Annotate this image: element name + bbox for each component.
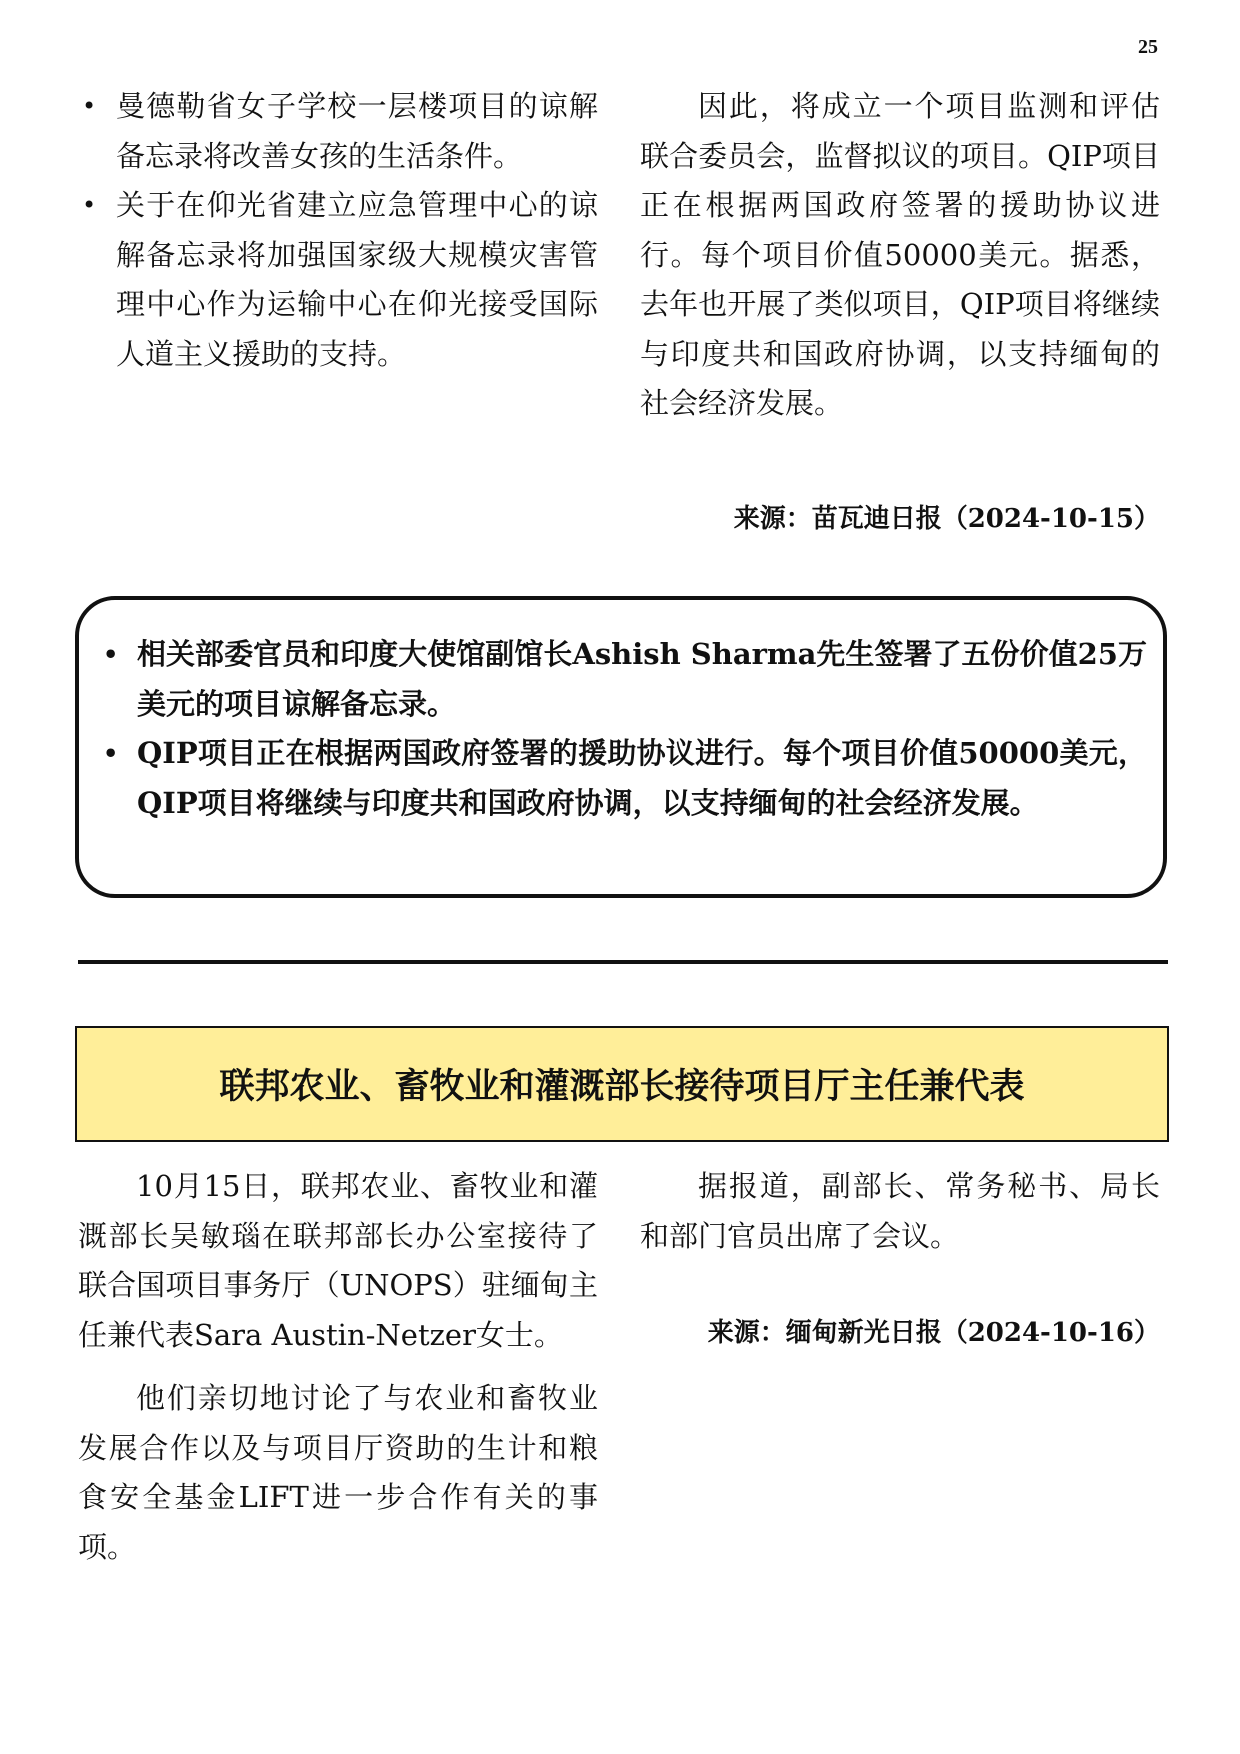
source-citation: 来源：缅甸新光日报（2024-10-16）	[707, 1318, 1160, 1348]
paragraph: 因此，将成立一个项目监测和评估联合委员会，监督拟议的项目。QIP项目正在根据两国政府签署的援助协议进行。每个项目价值50000美元。据悉，去年也开展了类似项目，QIP项目将继续与印度共和国政府协调，以支持缅甸的社会经济发展。	[640, 89, 1160, 420]
summary-bullet-list	[99, 630, 1147, 828]
section-divider	[78, 960, 1168, 964]
paragraph: 10月15日，联邦农业、畜牧业和灌溉部长吴敏瑙在联邦部长办公室接待了联合国项目事务厅（UNOPS）驻缅甸主任兼代表Sara Austin-Netzer女士。	[78, 1169, 598, 1352]
page-number: 25	[1138, 36, 1158, 58]
article-right-column	[640, 1162, 1160, 1261]
list-item: • 相关部委官员和印度大使馆副馆长Ashish Sharma先生签署了五份价值25万美元的项目谅解备忘录。	[99, 630, 1147, 729]
top-right-column	[640, 82, 1160, 429]
list-item: • QIP项目正在根据两国政府签署的援助协议进行。每个项目价值50000美元，QIP项目将继续与印度共和国政府协调，以支持缅甸的社会经济发展。	[99, 729, 1147, 828]
summary-box	[75, 596, 1167, 898]
list-item: • 关于在仰光省建立应急管理中心的谅解备忘录将加强国家级大规模灾害管理中心作为运输中心在仰光接受国际人道主义援助的支持。	[78, 181, 598, 379]
top-left-bullet-list	[78, 82, 598, 379]
paragraph: 据报道，副部长、常务秘书、局长和部门官员出席了会议。	[640, 1169, 1160, 1253]
article-left-column	[78, 1162, 598, 1572]
article-title-banner	[75, 1026, 1169, 1142]
bullet-icon: •	[103, 739, 119, 768]
paragraph: 他们亲切地讨论了与农业和畜牧业发展合作以及与项目厅资助的生计和粮食安全基金LIFT进一步合作有关的事项。	[78, 1381, 598, 1564]
list-item: • 曼德勒省女子学校一层楼项目的谅解备忘录将改善女孩的生活条件。	[78, 82, 598, 181]
bullet-icon: •	[103, 640, 119, 669]
article-title: 联邦农业、畜牧业和灌溉部长接待项目厅主任兼代表	[219, 1067, 1025, 1107]
top-left-column	[78, 82, 598, 379]
source-citation: 来源：苗瓦迪日报（2024-10-15）	[733, 504, 1160, 534]
bullet-icon: •	[82, 92, 97, 120]
bullet-icon: •	[82, 191, 97, 219]
